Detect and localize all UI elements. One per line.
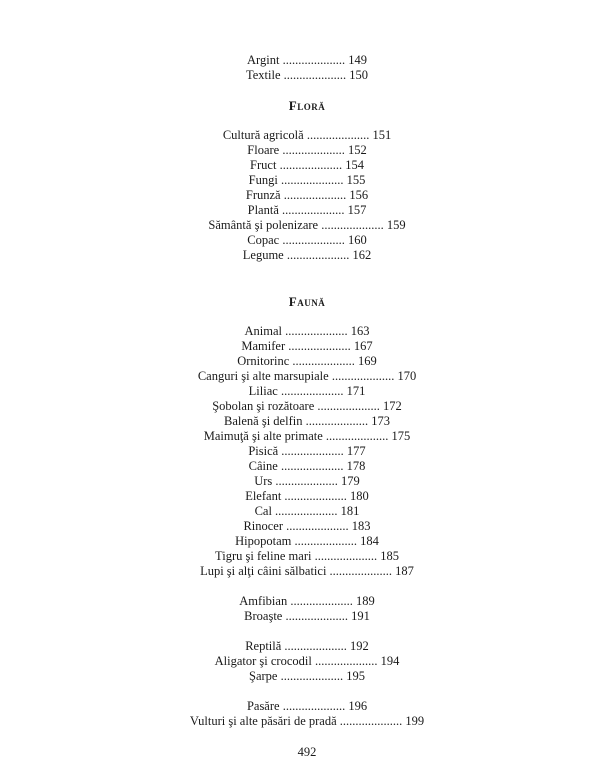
toc-entry: Cal .................... 181 (254, 504, 360, 518)
toc-entry: Lupi şi alţi câini sălbatici .................... 187 (200, 564, 414, 578)
toc-entry: Pisică .................... 177 (248, 444, 366, 458)
toc-entry: Şobolan şi rozătoare .................... 172 (212, 399, 402, 413)
toc-entry: Legume .................... 162 (242, 248, 372, 262)
toc-entry: Floare .................... 152 (247, 143, 367, 157)
toc-entry: Rinocer .................... 183 (243, 519, 371, 533)
toc-entry: Maimuţă şi alte primate .................... 175 (203, 429, 411, 443)
toc-entry: Hipopotam .................... 184 (235, 534, 379, 548)
toc-entry: Fungi .................... 155 (248, 173, 366, 187)
toc-entry: Amfibian .................... 189 (239, 594, 375, 608)
toc-entry: Balenă şi delfin .................... 173 (224, 414, 390, 428)
toc-entry: Câine .................... 178 (248, 459, 366, 473)
toc-entry: Animal .................... 163 (244, 324, 370, 338)
toc-entry: Mamifer .................... 167 (241, 339, 373, 353)
toc-entry: Liliac .................... 171 (248, 384, 366, 398)
toc-entry: Broaşte .................... 191 (244, 609, 370, 623)
toc-entry: Vulturi şi alte păsări de pradă .................... 199 (189, 714, 425, 728)
section-heading-fauna: Faună (288, 294, 326, 309)
toc-entry: Şarpe .................... 195 (249, 669, 365, 683)
toc-entry: Urs .................... 179 (254, 474, 360, 488)
toc-entry: Aligator şi crocodil .................... 194 (214, 654, 400, 668)
toc-entry: Elefant .................... 180 (245, 489, 369, 503)
toc-entry: Tigru şi feline mari .................... 185 (215, 549, 399, 563)
toc-entry: Argint .................... 149 (247, 53, 367, 67)
toc-entry: Ornitorinc .................... 169 (237, 354, 377, 368)
page-number: 492 (297, 745, 317, 759)
toc-entry: Cultură agricolă .................... 151 (222, 128, 392, 142)
toc-entry: Canguri şi alte marsupiale .................... 170 (197, 369, 417, 383)
section-heading-flora: Floră (288, 98, 326, 113)
toc-entry: Sământă şi polenizare .................... 159 (208, 218, 406, 232)
toc-entry: Plantă .................... 157 (247, 203, 367, 217)
toc-entry: Pasăre .................... 196 (246, 699, 368, 713)
toc-entry: Copac .................... 160 (247, 233, 367, 247)
toc-entry: Reptilă .................... 192 (245, 639, 369, 653)
toc-entry: Fruct .................... 154 (250, 158, 364, 172)
toc-entry: Textile .................... 150 (245, 68, 369, 82)
toc-entry: Frunză .................... 156 (245, 188, 369, 202)
